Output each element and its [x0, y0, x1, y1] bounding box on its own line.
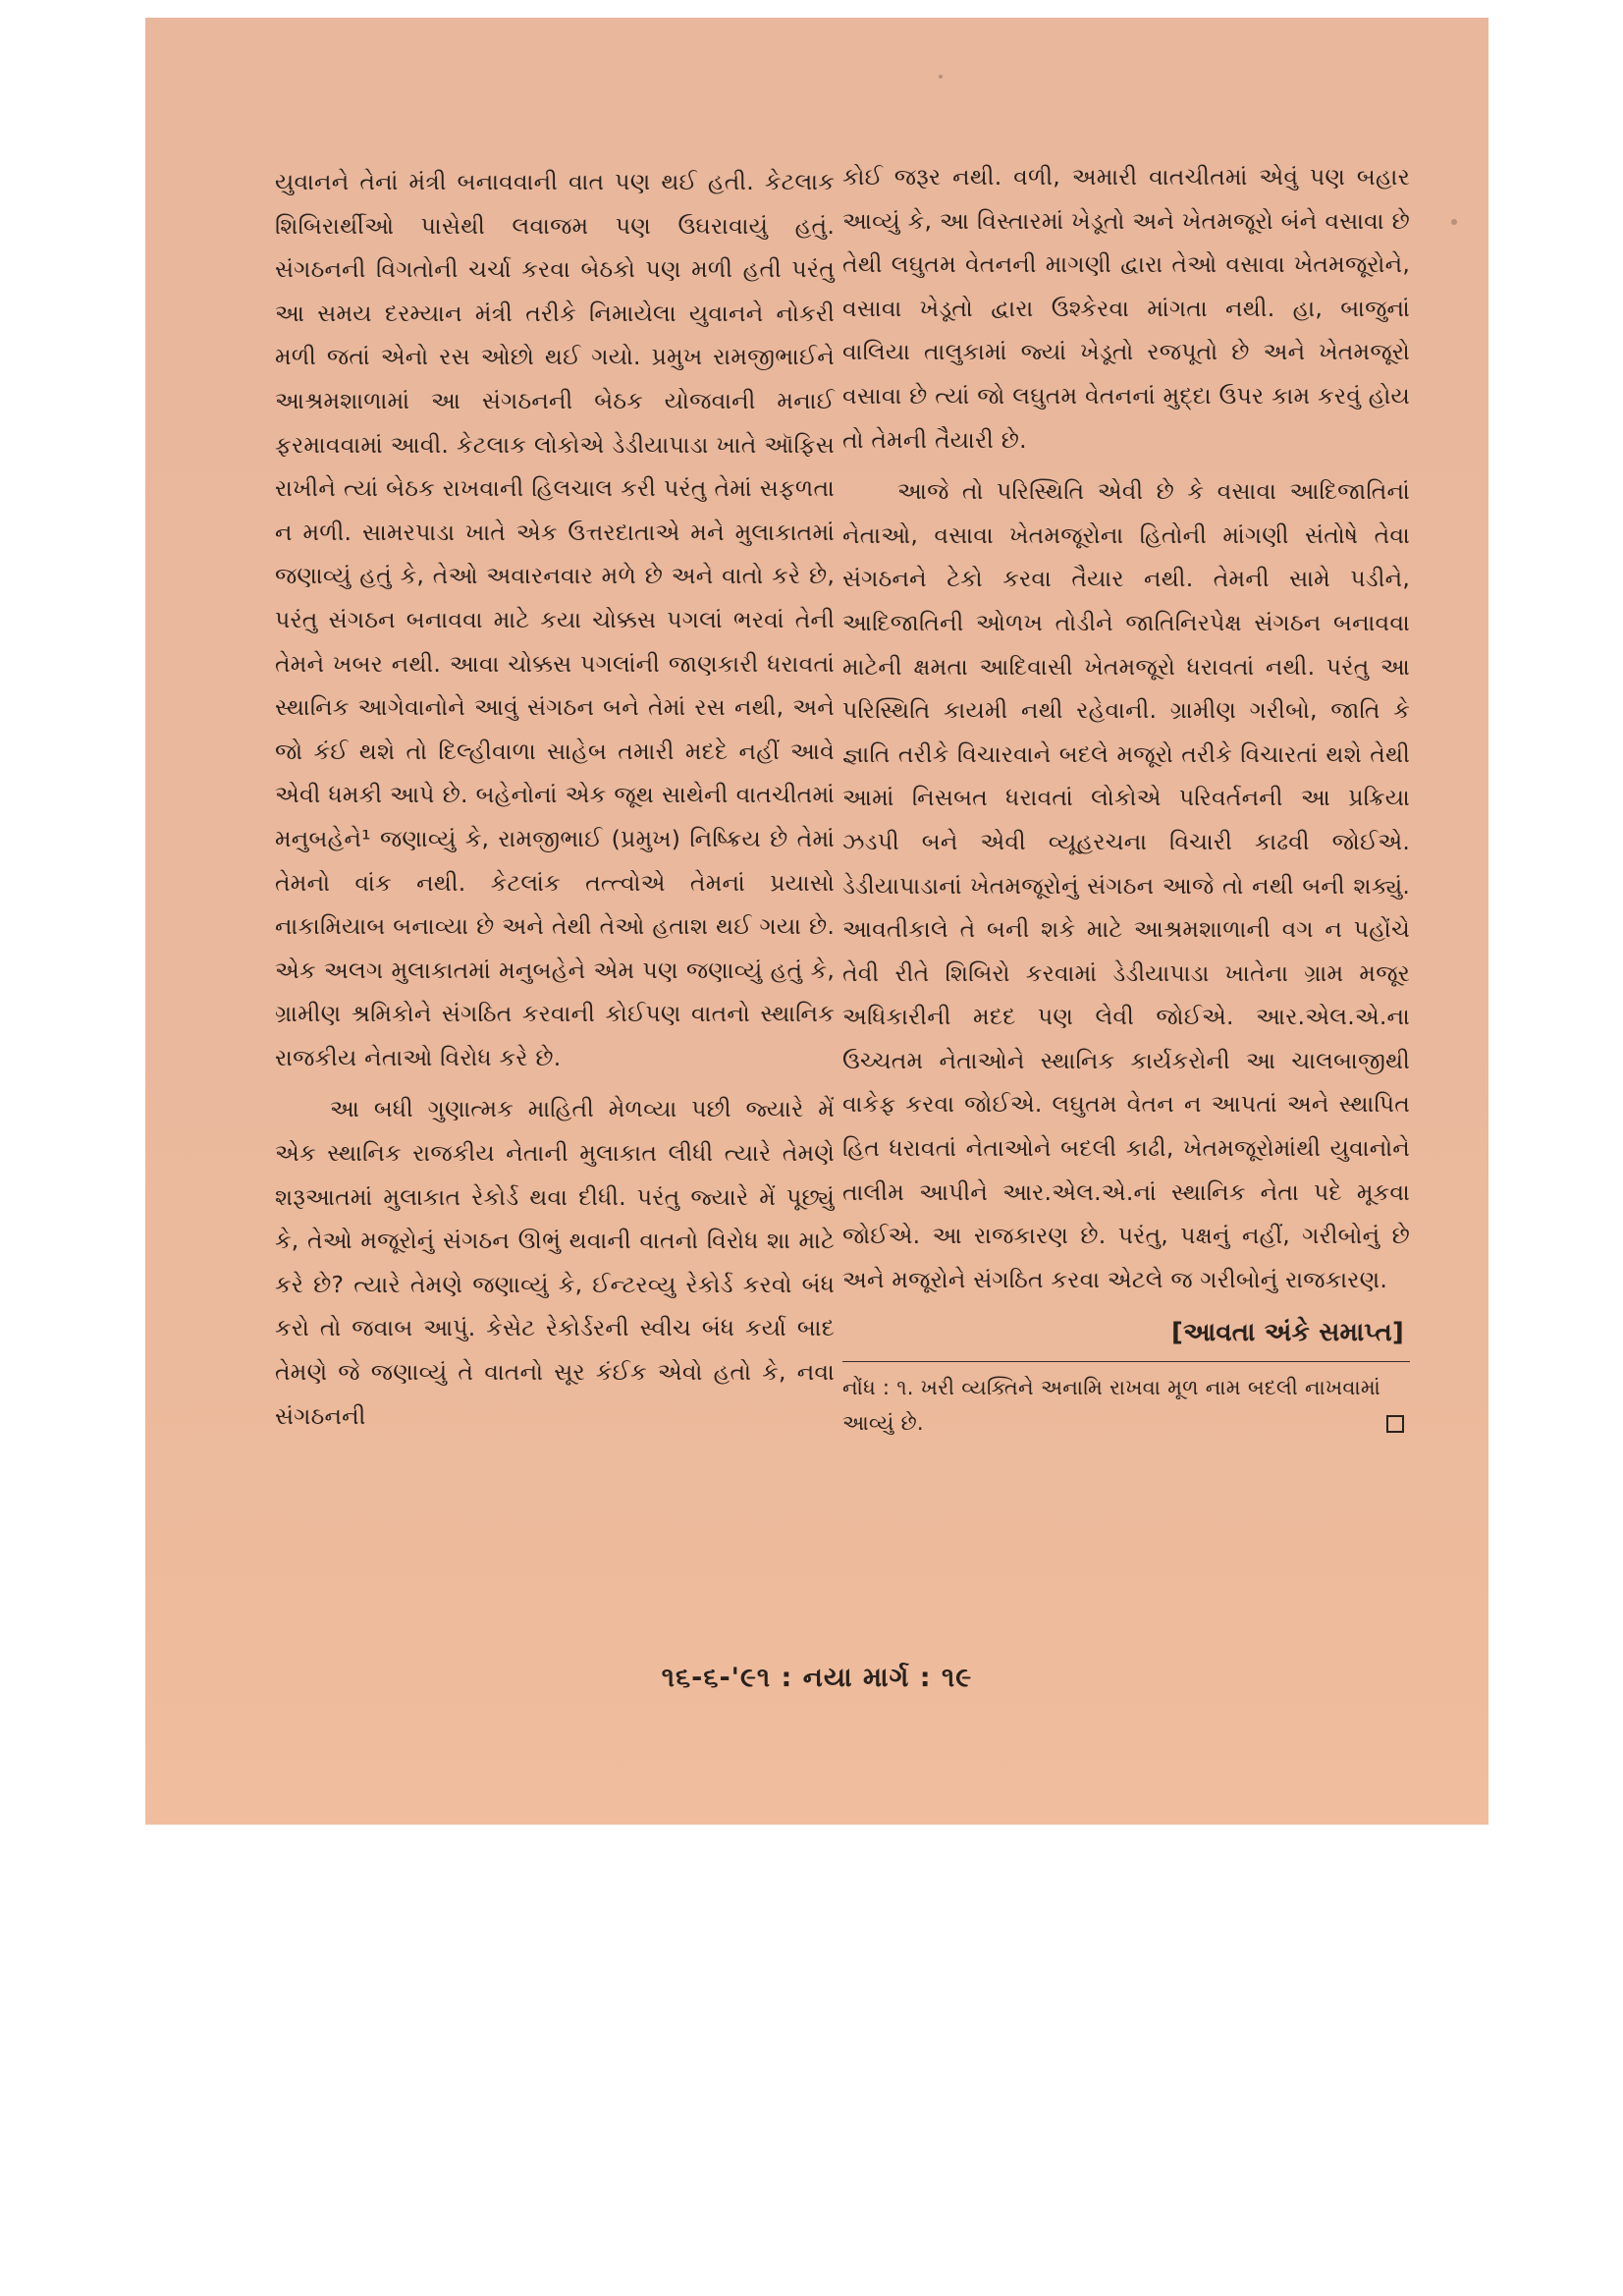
page-folio: ૧૬-૬-'૯૧ : નયા માર્ગ : ૧૯: [661, 1663, 973, 1693]
continued-next-issue-note: [આવતા અંકે સમાપ્ત]: [1171, 1318, 1404, 1348]
scanned-page: [145, 18, 1488, 1825]
left-paragraph-2: આ બધી ગુણાત્મક માહિતી મેળવ્યા પછી જ્યારે મેં એક સ્થાનિક રાજકીય નેતાની મુલાકાત લીધી ત્યારે તેમણે શરૂઆતમાં મુલાકાત રેકોર્ડ થવા દીધી. પરંતુ જ્યારે મેં પૂછ્યું કે, તેઓ મજૂરોનું સંગઠન ઊભું થવાની વાતનો વિરોધ શા માટે કરે છે? ત્યારે તેમણે જણાવ્યું કે, ઈન્ટરવ્યુ રેકોર્ડ કરવો બંધ કરો તો જવાબ આપું. કેસેટ રેકોર્ડરની સ્વીચ બંધ કર્યા બાદ તેમણે જે જણાવ્યું તે વાતનો સૂર કંઈક એવો હતો કે, નવા સંગઠનની: [275, 1095, 835, 1430]
left-paragraph-1: યુવાનને તેનાં મંત્રી બનાવવાની વાત પણ થઈ હતી. કેટલાક શિબિરાર્થીઓ પાસેથી લવાજમ પણ ઉઘરાવાયું હતું. સંગઠનની વિગતોની ચર્ચા કરવા બેઠકો પણ મળી હતી પરંતુ આ સમય દરમ્યાન મંત્રી તરીકે નિમાયેલા યુવાનને નોકરી મળી જતાં એનો રસ ઓછો થઈ ગયો. પ્રમુખ રામજીભાઈને આશ્રમશાળામાં આ સંગઠનની બેઠક યોજવાની મનાઈ ફરમાવવામાં આવી. કેટલાક લોકોએ ડેડીયાપાડા ખાતે ઑફિસ રાખીને ત્યાં બેઠક રાખવાની હિલચાલ કરી પરંતુ તેમાં સફળતા ન મળી. સામરપાડા ખાતે એક ઉત્તરદાતાએ મને મુલાકાતમાં જણાવ્યું હતું કે, તેઓ અવારનવાર મળે છે અને વાતો કરે છે, પરંતુ સંગઠન બનાવવા માટે કયા ચોક્કસ પગલાં ભરવાં તેની તેમને ખબર નથી. આવા ચોક્કસ પગલાંની જાણકારી ધરાવતાં સ્થાનિક આગેવાનોને આવું સંગઠન બને તેમાં રસ નથી, અને જો કંઈ થશે તો દિલ્હીવાળા સાહેબ તમારી મદદે નહીં આવે એવી ધમકી આપે છે. બહેનોનાં એક જૂથ સાથેની વાતચીતમાં મનુબહેને¹ જણાવ્યું કે, રામજીભાઈ (પ્રમુખ) નિષ્ક્રિય છે તેમાં તેમનો વાંક નથી. કેટલાંક તત્ત્વોએ તેમનાં પ્રયાસો નાકામિયાબ બનાવ્યા છે અને તેથી તેઓ હતાશ થઈ ગયા છે. એક અલગ મુલાકાતમાં મનુબહેને એમ પણ જણાવ્યું હતું કે, ગ્રામીણ શ્રમિકોને સંગઠિત કરવાની કોઈપણ વાતનો સ્થાનિક રાજકીય નેતાઓ વિરોધ કરે છે.: [275, 168, 835, 1071]
right-column: [842, 155, 1410, 1441]
left-column: [275, 160, 835, 1446]
footnote-text: નોંધ : ૧. ખરી વ્યક્તિને અનામિ રાખવા મૂળ નામ બદલી નાખવામાં આવ્યું છે.: [842, 1376, 1380, 1436]
paper-speck: [1451, 219, 1457, 225]
right-paragraph-1: કોઈ જરૂર નથી. વળી, અમારી વાતચીતમાં એવું પણ બહાર આવ્યું કે, આ વિસ્તારમાં ખેડૂતો અને ખેતમજૂરો બંને વસાવા છે તેથી લઘુતમ વેતનની માગણી દ્વારા તેઓ વસાવા ખેતમજૂરોને, વસાવા ખેડૂતો દ્વારા ઉશ્કેરવા માંગતા નથી. હા, બાજુનાં વાલિયા તાલુકામાં જ્યાં ખેડૂતો રજપૂતો છે અને ખેતમજૂરો વસાવા છે ત્યાં જો લઘુતમ વેતનનાં મુદ્દા ઉપર કામ કરવું હોય તો તેમની તૈયારી છે.: [842, 163, 1410, 454]
footnote: [842, 1361, 1410, 1441]
right-paragraph-2: આજે તો પરિસ્થિતિ એવી છે કે વસાવા આદિજાતિનાં નેતાઓ, વસાવા ખેતમજૂરોના હિતોની માંગણી સંતોષે તેવા સંગઠનને ટેકો કરવા તૈયાર નથી. તેમની સામે પડીને, આદિજાતિની ઓળખ તોડીને જાતિનિરપેક્ષ સંગઠન બનાવવા માટેની ક્ષમતા આદિવાસી ખેતમજૂરો ધરાવતાં નથી. પરંતુ આ પરિસ્થિતિ કાયમી નથી રહેવાની. ગ્રામીણ ગરીબો, જાતિ કે જ્ઞાતિ તરીકે વિચારવાને બદલે મજૂરો તરીકે વિચારતાં થશે તેથી આમાં નિસબત ધરાવતાં લોકોએ પરિવર્તનની આ પ્રક્રિયા ઝડપી બને એવી વ્યૂહરચના વિચારી કાઢવી જોઈએ. ડેડીયાપાડાનાં ખેતમજૂરોનું સંગઠન આજે તો નથી બની શક્યું. આવતીકાલે તે બની શકે માટે આશ્રમશાળાની વગ ન પહોંચે તેવી રીતે શિબિરો કરવામાં ડેડીયાપાડા ખાતેના ગ્રામ મજૂર અધિકારીની મદદ પણ લેવી જોઈએ. આર.એલ.એ.ના ઉચ્ચતમ નેતાઓને સ્થાનિક કાર્યકરોની આ ચાલબાજીથી વાકેફ કરવા જોઈએ. લઘુતમ વેતન ન આપતાં અને સ્થાપિત હિત ધરાવતાં નેતાઓને બદલી કાઢી, ખેતમજૂરોમાંથી યુવાનોને તાલીમ આપીને આર.એલ.એ.નાં સ્થાનિક નેતા પદે મૂકવા જોઈએ. આ રાજકારણ છે. પરંતુ, પક્ષનું નહીં, ગરીબોનું છે અને મજૂરોને સંગઠિત કરવા એટલે જ ગરીબોનું રાજકારણ.: [842, 477, 1410, 1293]
end-of-article-box-icon: [1386, 1415, 1404, 1433]
paper-speck: [939, 75, 943, 79]
